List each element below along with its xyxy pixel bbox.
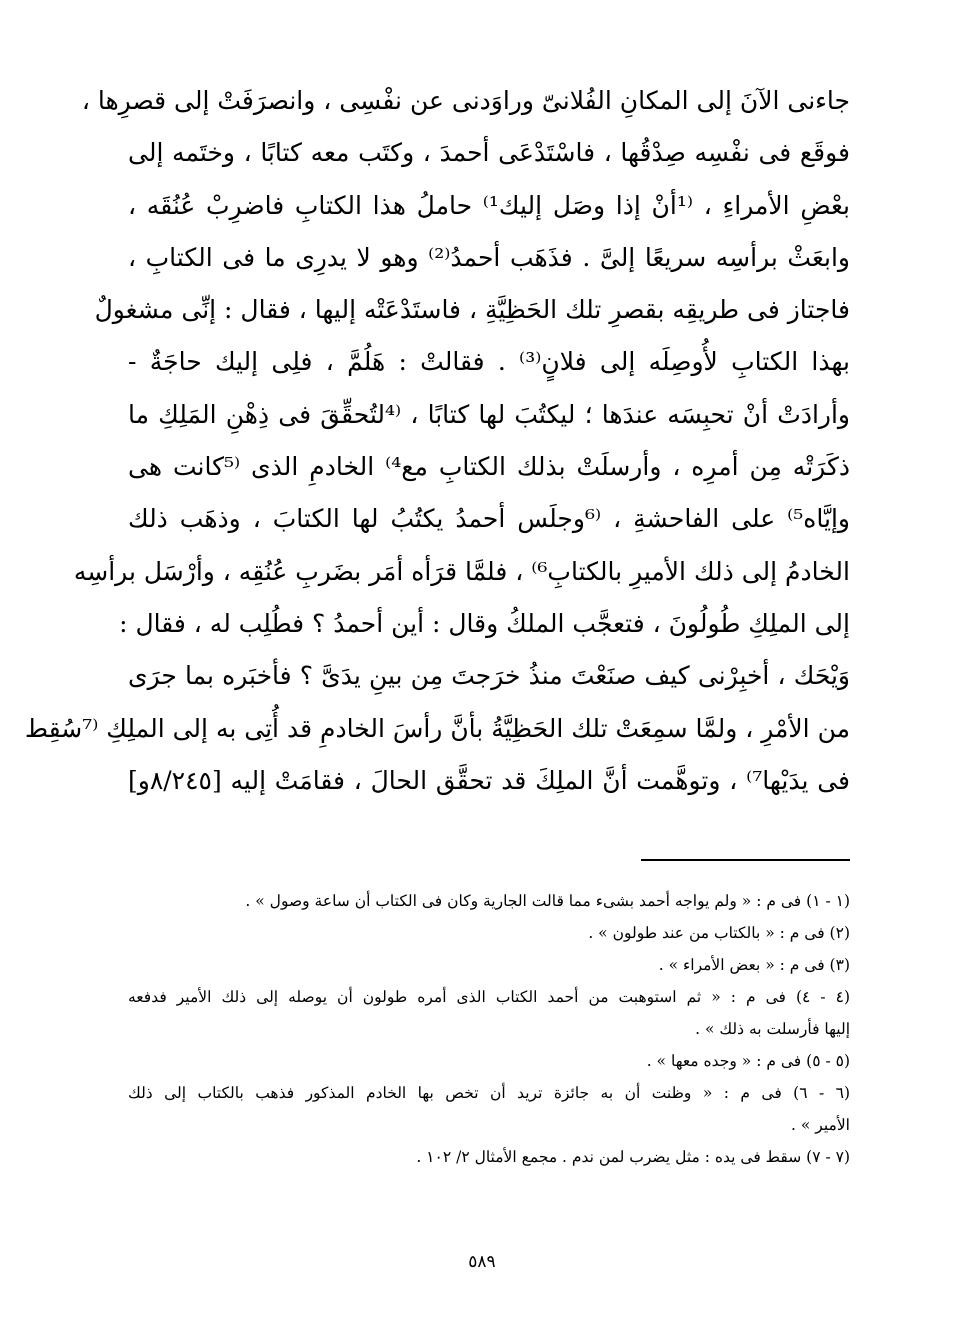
footnote: (٣) فى م : « بعض الأمراء » . xyxy=(658,956,850,974)
footnote: (٥ - ٥) فى م : « وجده معها » . xyxy=(646,1052,850,1070)
text-line: وَيْحَك ، أخبِرْنى كيف صنَعْتَ منذُ خرَجتَ مِن بينِ يدَىَّ ؟ فأخبَره بما جرَى xyxy=(128,661,850,691)
text-line: وأرادَتْ أنْ تحبِسَه عندَها ؛ ليكتُبَ لها كتابًا ، ⁽⁴لتُحقِّقَ فى ذِهْنِ المَلِكِ ما xyxy=(128,399,850,429)
footnote: (٧ - ٧) سقط فى يده : مثل يضرب لمن ندم . مجمع الأمثال ٢/ ١٠٢ . xyxy=(416,1148,850,1166)
footnotes-block xyxy=(128,885,850,1173)
footnote: (١ - ١) فى م : « ولم يواجه أحمد بشىء مما قالت الجارية وكان فى الكتاب أن ساعة وصول » . xyxy=(245,892,850,910)
text-line: من الأمْرِ ، ولمَّا سمِعَتْ تلك الحَظِيَّةُ بأنَّ رأسَ الخادمِ قد أُتِى به إلى الملِكِ ⁽⁷سُقِط xyxy=(24,713,850,743)
text-line: فاجتاز فى طريقِه بقصرِ تلك الحَظِيَّةِ ، فاستَدْعَتْه إليها ، فقال : إنِّى مشغولٌ xyxy=(94,295,850,325)
text-line: وابعَثْ برأسِه سريعًا إلىَّ . فذَهَب أحمدُ⁽²⁾ وهو لا يدرِى ما فى الكتابِ ، xyxy=(128,242,850,272)
text-line: وإيَّاه⁵⁾ على الفاحشةِ ، ⁽⁶وجلَس أحمدُ يكتُبُ لها الكتابَ ، وذهَب ذلك xyxy=(128,504,850,534)
text-line: إلى الملِكِ طُولُونَ ، فتعجَّب الملكُ وقال : أين أحمدُ ؟ فطُلِب له ، فقال : xyxy=(119,608,850,638)
main-text-block xyxy=(24,75,850,807)
text-line: فى يدَيْها⁷⁾ ، وتوهَّمت أنَّ الملِكَ قد تحقَّق الحالَ ، فقامَتْ إليه [٨/٢٤٥و] xyxy=(128,765,850,795)
text-line: بعْضِ الأمراءِ ، ⁽¹أنْ إذا وصَل إليك¹⁾ حاملُ هذا الكتابِ فاضرِبْ عُنُقَه ، xyxy=(128,190,850,220)
text-line: الخادمُ إلى ذلك الأميرِ بالكتابِ⁶⁾ ، فلمَّا قرَأه أمَر بضَربِ عُنُقِه ، وأرْسَل برأسِه xyxy=(73,556,850,586)
footnote-divider xyxy=(641,859,850,861)
footnote: (٤ - ٤) فى م : « ثم استوهبت من أحمد الكتاب الذى أمره طولون أن يوصله إلى ذلك الأمير فدفعه xyxy=(128,988,851,1006)
text-line: جاءنى الآنَ إلى المكانِ الفُلانىّ وراوَدنى عن نفْسِى ، وانصرَفَتْ إلى قصرِها ، xyxy=(81,86,850,115)
text-line: فوقَع فى نفْسِه صِدْقُها ، فاسْتَدْعَى أحمدَ ، وكتَب معه كتابًا ، وختَمه إلى xyxy=(128,138,850,168)
footnote-continuation: إليها فأرسلت به ذلك » . xyxy=(695,1020,850,1038)
footnote-continuation: الأمير » . xyxy=(791,1116,850,1134)
text-line: ذكَرَتْه مِن أمرِه ، وأرسلَتْ بذلك الكتابِ مع⁴⁾ الخادمِ الذى ⁽⁵كانت هى xyxy=(128,452,850,482)
footnote: (٢) فى م : « بالكتاب من عند طولون » . xyxy=(588,924,850,942)
page-number: ٥٨٩ xyxy=(468,1252,496,1272)
text-line: بهذا الكتابِ لأُوصِلَه إلى فلانٍ⁽³⁾ . فقالتْ : هَلُمَّ ، فلِى إليك حاجَةٌ - xyxy=(128,347,850,377)
footnote: (٦ - ٦) فى م : « وظنت أن به جائزة تريد أن تخص بها الخادم المذكور فذهب بالكتاب إلى ذلك xyxy=(128,1084,850,1102)
